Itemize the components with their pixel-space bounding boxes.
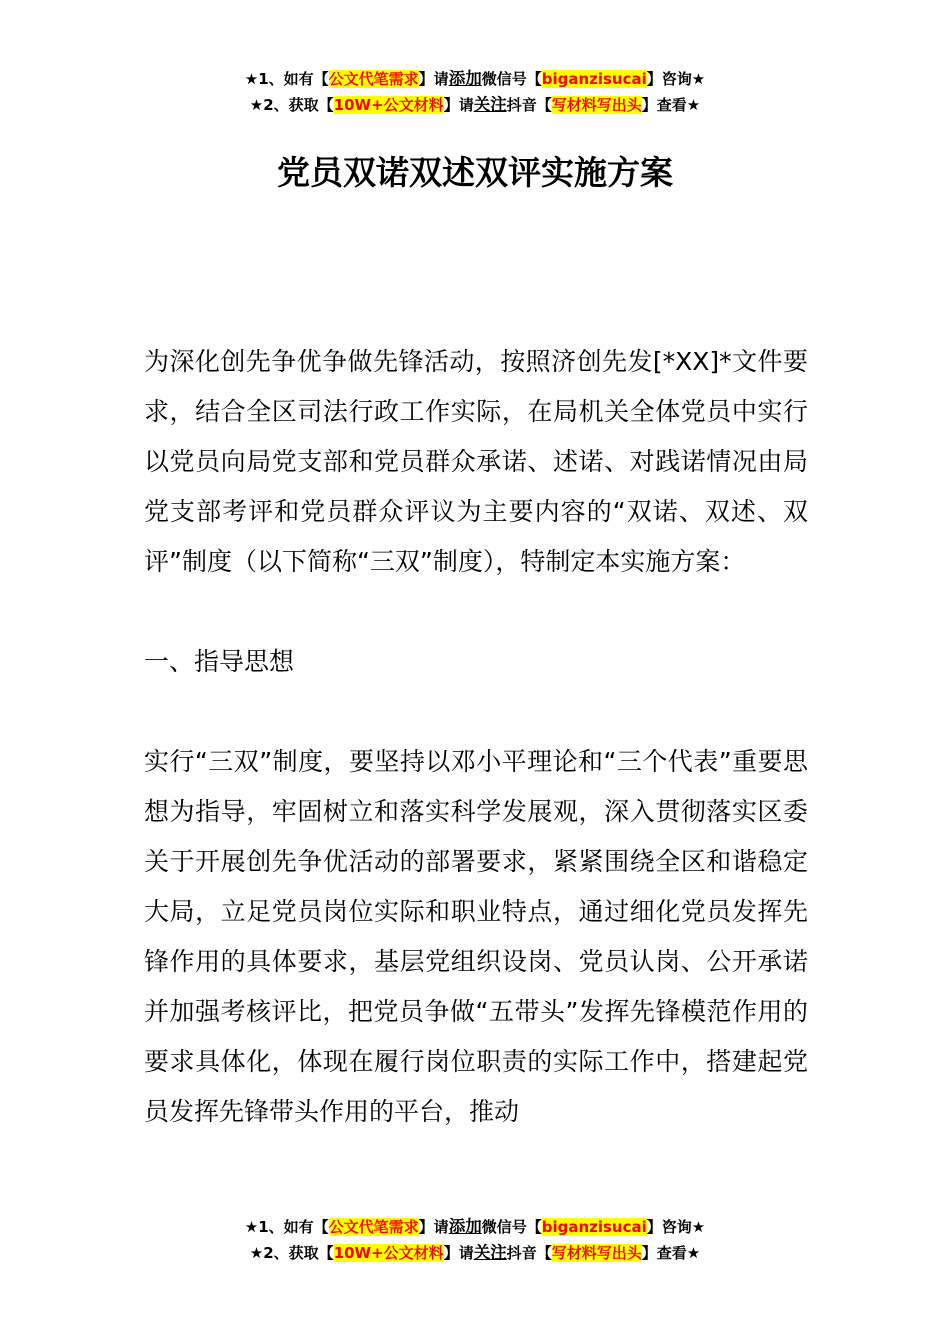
highlight-douyin: 写材料写出头 [551, 1244, 642, 1262]
header-banner [0, 66, 950, 118]
highlight-wechat-id: biganzisucai [541, 70, 647, 88]
banner-line-2: ★2、获取【10W+公文材料】请关注抖音【写材料写出头】查看★ [249, 95, 701, 114]
highlight-service: 公文代笔需求 [328, 1218, 419, 1236]
footer-banner [0, 1214, 950, 1266]
intro-paragraph: 为深化创先争优争做先锋活动，按照济创先发[*XX]*文件要求，结合全区司法行政工作实际，在局机关全体党员中实行以党员向局党支部和党员群众承诺、述诺、对践诺情况由局党支部考评和党员群众评议为主要内容的“双诺、双述、双评”制度（以下简称“三双”制度），特制定本实施方案： [144, 347, 808, 576]
highlight-wechat-id: biganzisucai [541, 1218, 647, 1236]
document-title: 党员双诺双述双评实施方案 [277, 153, 673, 192]
highlight-materials: 10W+公文材料 [333, 96, 444, 114]
banner-line-2: ★2、获取【10W+公文材料】请关注抖音【写材料写出头】查看★ [249, 1243, 701, 1262]
section-heading: 一、指导思想 [144, 647, 295, 676]
banner-line-1: ★1、如有【公文代笔需求】请添加微信号【biganzisucai】咨询★ [244, 1217, 706, 1236]
paragraph-spacer [144, 687, 808, 737]
highlight-douyin: 写材料写出头 [551, 96, 642, 114]
banner-line-1: ★1、如有【公文代笔需求】请添加微信号【biganzisucai】咨询★ [244, 69, 706, 88]
document-body [144, 337, 808, 1137]
highlight-service: 公文代笔需求 [328, 70, 419, 88]
paragraph-spacer [144, 587, 808, 637]
highlight-materials: 10W+公文材料 [333, 1244, 444, 1262]
section-paragraph: 实行“三双”制度，要坚持以邓小平理论和“三个代表”重要思想为指导，牢固树立和落实科学发展观，深入贯彻落实区委关于开展创先争优活动的部署要求，紧紧围绕全区和谐稳定大局，立足党员岗位实际和职业特点，通过细化党员发挥先锋作用的具体要求，基层党组织设岗、党员认岗、公开承诺并加强考核评比，把党员争做“五带头”发挥先锋模范作用的要求具体化，体现在履行岗位职责的实际工作中，搭建起党员发挥先锋带头作用的平台，推动 [144, 747, 808, 1126]
